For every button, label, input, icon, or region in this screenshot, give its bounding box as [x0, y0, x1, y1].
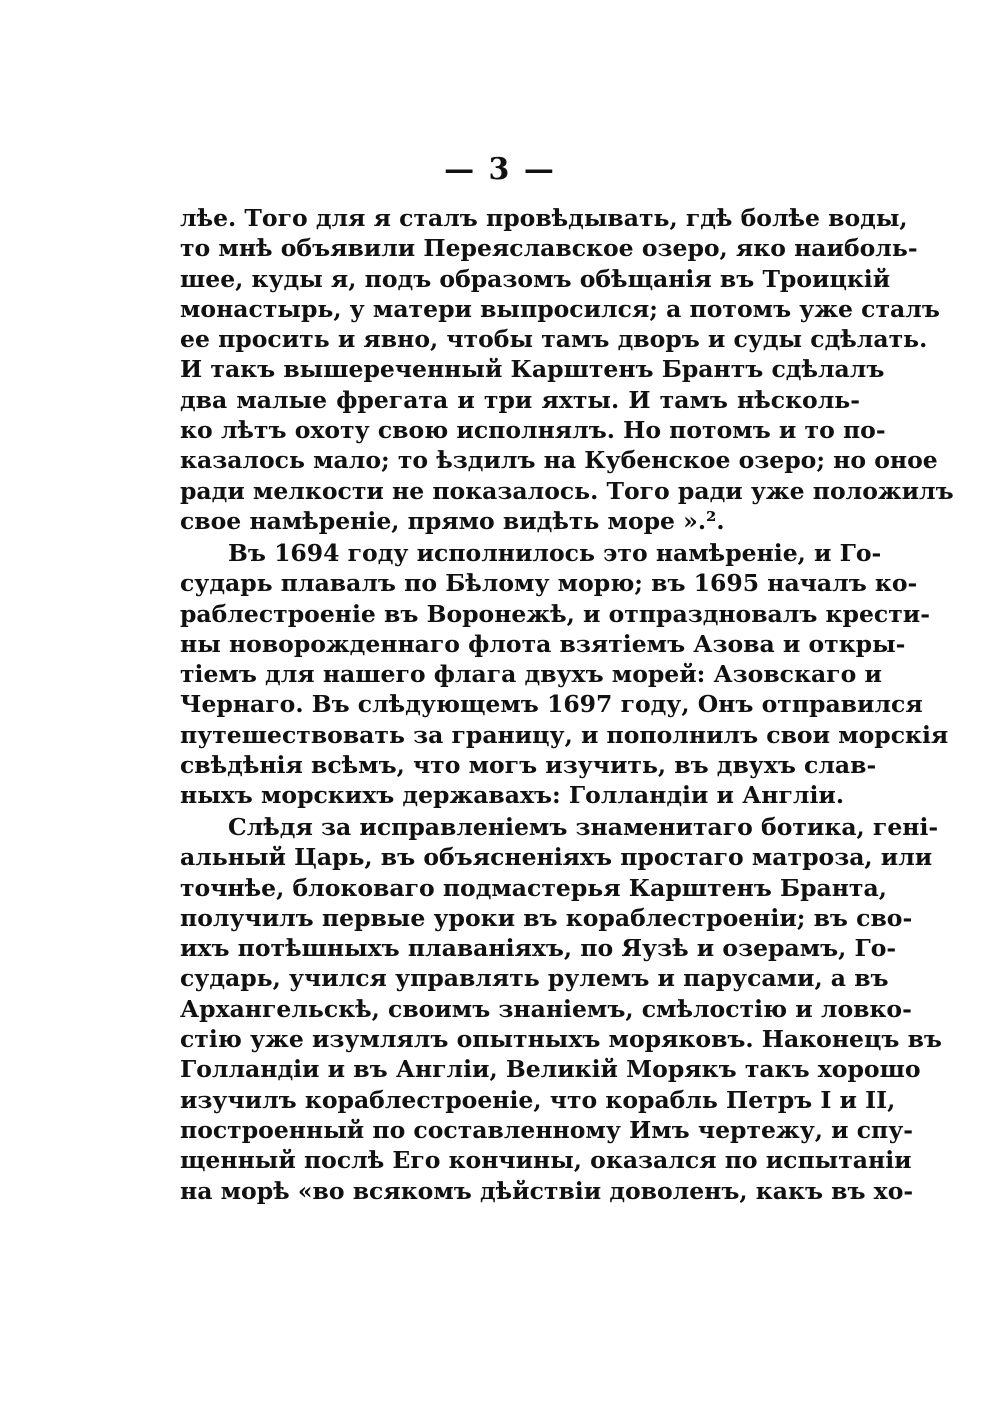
text-line: Чернаго. Въ слѣдующемъ 1697 году, Онъ отправился	[180, 690, 923, 719]
text-line: казалось мало; то ѣздилъ на Кубенское озеро; но оное	[180, 446, 938, 475]
text-line: Слѣдя за исправленіемъ знаменитаго ботика, гені-	[228, 813, 939, 841]
text-line: раблестроеніе въ Воронежѣ, и отпраздновалъ крести-	[180, 599, 930, 628]
text-line: ихъ потѣшныхъ плаваніяхъ, по Яузѣ и озерамъ, Го-	[180, 934, 897, 963]
text-line: Въ 1694 году исполнилось это намѣреніе, и Го-	[228, 539, 882, 567]
text-line: построенный по составленному Имъ чертежу, и спу-	[180, 1115, 914, 1144]
text-line: на морѣ «во всякомъ дѣйствіи доволенъ, какъ въ хо-	[180, 1176, 914, 1205]
text-line: путешествовать за границу, и пополнилъ свои морскія	[180, 720, 949, 749]
text-line: точнѣе, блоковаго подмастерья Карштенъ Бранта,	[180, 873, 887, 902]
text-line: ны новорожденнаго флота взятіемъ Азова и откры-	[180, 629, 906, 658]
text-line: Голландіи и въ Англіи, Великій Морякъ такъ хорошо	[180, 1055, 921, 1084]
page-number: — 3 —	[444, 152, 556, 187]
text-line: монастырь, у матери выпросился; а потомъ уже сталъ	[180, 294, 940, 323]
text-line: Архангельскѣ, своимъ знаніемъ, смѣлостію и ловко-	[180, 994, 912, 1023]
text-line: стію уже изумлялъ опытныхъ моряковъ. Наконецъ въ	[180, 1025, 942, 1054]
text-line: ради мелкости не показалось. Того ради уже положилъ	[180, 476, 954, 505]
paragraph-3	[180, 812, 942, 1206]
text-line: сударь, учился управлять рулемъ и парусами, а въ	[180, 964, 889, 993]
text-line: свое намѣреніе, прямо видѣть море ».².	[180, 506, 725, 535]
text-line: ее просить и явно, чтобы тамъ дворъ и суды сдѣлать.	[180, 325, 928, 354]
paragraph-2	[180, 538, 949, 811]
text-line: И такъ вышереченный Карштенъ Брантъ сдѣлалъ	[180, 355, 885, 384]
paragraph-1	[180, 203, 954, 536]
text-line: то мнѣ объявили Переяславское озеро, яко наиболь-	[180, 234, 918, 263]
text-line: изучилъ кораблестроеніе, что корабль Петръ I и II,	[180, 1085, 896, 1114]
text-line: альный Царь, въ объясненіяхъ простаго матроза, или	[180, 843, 933, 872]
text-line: щенный послѣ Его кончины, оказался по испытаніи	[180, 1146, 912, 1175]
text-line: тіемъ для нашего флага двухъ морей: Азовскаго и	[180, 660, 882, 689]
text-line: лѣе. Того для я сталъ провѣдывать, гдѣ болѣе воды,	[180, 204, 908, 232]
text-line: ко лѣтъ охоту свою исполнялъ. Но потомъ и то по-	[180, 416, 886, 445]
text-line: два малые фрегата и три яхты. И тамъ нѣсколь-	[180, 385, 860, 414]
text-line: сударь плавалъ по Бѣлому морю; въ 1695 началъ ко-	[180, 569, 918, 598]
text-line: получилъ первые уроки въ кораблестроеніи; въ сво-	[180, 903, 913, 932]
text-line: свѣдѣнія всѣмъ, что могъ изучить, въ двухъ слав-	[180, 751, 877, 780]
text-line: ныхъ морскихъ державахъ: Голландіи и Англіи.	[180, 781, 845, 810]
text-line: шее, куды я, подъ образомъ обѣщанія въ Троицкій	[180, 264, 891, 293]
